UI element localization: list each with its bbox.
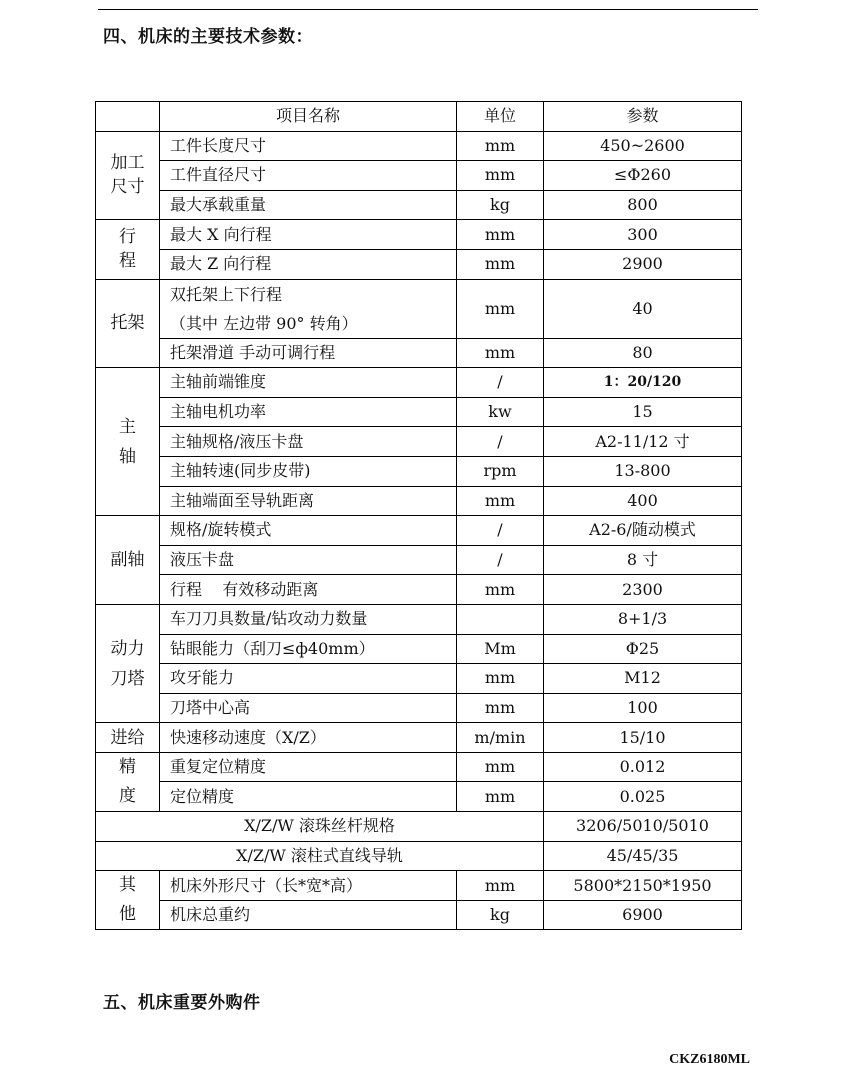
row-unit: rpm (457, 456, 544, 486)
row-item: 最大 Z 向行程 (160, 249, 457, 279)
row-item: 工件直径尺寸 (160, 161, 457, 191)
group-spindle: 主 轴 (96, 368, 160, 516)
group-processing-size: 加工 尺寸 (96, 131, 160, 220)
row-item: 车刀刀具数量/钻攻动力数量 (160, 604, 457, 634)
row-param: 8 寸 (544, 545, 742, 575)
row-item: 主轴规格/液压卡盘 (160, 427, 457, 457)
table-row (96, 634, 742, 664)
row-unit: / (457, 516, 544, 546)
table-row (96, 812, 742, 842)
row-param: 15/10 (544, 723, 742, 753)
table-row (96, 516, 742, 546)
row-unit: / (457, 545, 544, 575)
row-item: 刀塔中心高 (160, 693, 457, 723)
section-4-title: 四、机床的主要技术参数： (103, 27, 313, 47)
row-item: 机床外形尺寸（长*宽*高） (160, 871, 457, 901)
row-param: 0.025 (544, 782, 742, 812)
row-param: M12 (544, 664, 742, 694)
group-other: 其 他 (96, 871, 160, 930)
table-row (96, 900, 742, 930)
table-row (96, 249, 742, 279)
row-param: ≤Φ260 (544, 161, 742, 191)
row-unit: mm (457, 575, 544, 605)
row-param: A2-6/随动模式 (544, 516, 742, 546)
table-row (96, 871, 742, 901)
row-item: 定位精度 (160, 782, 457, 812)
group-precision: 精 度 (96, 752, 160, 811)
header-param: 参数 (544, 102, 742, 132)
row-item: 主轴前端锥度 (160, 368, 457, 398)
table-row (96, 545, 742, 575)
row-item: 最大 X 向行程 (160, 220, 457, 250)
row-param: 300 (544, 220, 742, 250)
row-unit: Mm (457, 634, 544, 664)
row-param: 400 (544, 486, 742, 516)
row-param: 800 (544, 190, 742, 220)
top-rule (98, 9, 758, 10)
table-row (96, 368, 742, 398)
table-row (96, 131, 742, 161)
row-item-span: X/Z/W 滚柱式直线导轨 (96, 841, 544, 871)
row-item: 双托架上下行程 （其中 左边带 90° 转角） (160, 279, 457, 338)
row-item: 重复定位精度 (160, 752, 457, 782)
row-item: 最大承载重量 (160, 190, 457, 220)
footer-model-code: CKZ6180ML (669, 1052, 750, 1067)
row-param: 15 (544, 397, 742, 427)
row-item-span: X/Z/W 滚珠丝杆规格 (96, 812, 544, 842)
row-param: 2900 (544, 249, 742, 279)
row-unit: m/min (457, 723, 544, 753)
group-rest: 托架 (96, 279, 160, 368)
table-row (96, 190, 742, 220)
table-row (96, 604, 742, 634)
row-param: 0.012 (544, 752, 742, 782)
row-param: 80 (544, 338, 742, 368)
row-item: 主轴电机功率 (160, 397, 457, 427)
row-param: 5800*2150*1950 (544, 871, 742, 901)
row-unit: mm (457, 279, 544, 338)
row-param: 8+1/3 (544, 604, 742, 634)
table-row (96, 664, 742, 694)
table-row (96, 841, 742, 871)
header-item: 项目名称 (160, 102, 457, 132)
spec-table (95, 101, 742, 930)
row-item: 攻牙能力 (160, 664, 457, 694)
table-row (96, 161, 742, 191)
row-item: 主轴端面至导轨距离 (160, 486, 457, 516)
header-blank (96, 102, 160, 132)
row-param: 13-800 (544, 456, 742, 486)
row-item: 液压卡盘 (160, 545, 457, 575)
row-unit: mm (457, 486, 544, 516)
table-row (96, 575, 742, 605)
row-unit: kg (457, 190, 544, 220)
row-item: 机床总重约 (160, 900, 457, 930)
row-unit: / (457, 427, 544, 457)
table-row (96, 486, 742, 516)
section-5-title: 五、机床重要外购件 (103, 993, 261, 1013)
row-param: 45/45/35 (544, 841, 742, 871)
table-row (96, 782, 742, 812)
row-item: 快速移动速度（X/Z） (160, 723, 457, 753)
table-row (96, 397, 742, 427)
row-item: 主轴转速(同步皮带) (160, 456, 457, 486)
row-item: 行程 有效移动距离 (160, 575, 457, 605)
row-param: 6900 (544, 900, 742, 930)
row-param: 450~2600 (544, 131, 742, 161)
table-row (96, 723, 742, 753)
row-unit (457, 604, 544, 634)
row-unit: mm (457, 871, 544, 901)
row-item: 工件长度尺寸 (160, 131, 457, 161)
header-unit: 单位 (457, 102, 544, 132)
table-row (96, 456, 742, 486)
table-row (96, 220, 742, 250)
row-unit: / (457, 368, 544, 398)
row-item: 钻眼能力（刮刀≤ф40mm） (160, 634, 457, 664)
row-unit: kg (457, 900, 544, 930)
table-row (96, 693, 742, 723)
table-header-row (96, 102, 742, 132)
row-unit: kw (457, 397, 544, 427)
row-param: 2300 (544, 575, 742, 605)
row-unit: mm (457, 131, 544, 161)
table-row (96, 279, 742, 338)
row-item: 规格/旋转模式 (160, 516, 457, 546)
row-unit: mm (457, 752, 544, 782)
row-unit: mm (457, 338, 544, 368)
row-unit: mm (457, 220, 544, 250)
group-power-turret: 动力 刀塔 (96, 604, 160, 722)
row-param: A2-11/12 寸 (544, 427, 742, 457)
row-unit: mm (457, 782, 544, 812)
row-item: 托架滑道 手动可调行程 (160, 338, 457, 368)
row-param: Φ25 (544, 634, 742, 664)
row-param: 3206/5010/5010 (544, 812, 742, 842)
row-unit: mm (457, 664, 544, 694)
row-unit: mm (457, 249, 544, 279)
row-param: 100 (544, 693, 742, 723)
group-feed: 进给 (96, 723, 160, 753)
group-travel: 行 程 (96, 220, 160, 279)
table-row (96, 752, 742, 782)
table-row (96, 338, 742, 368)
row-param: 40 (544, 279, 742, 338)
table-row (96, 427, 742, 457)
row-param: 1：20/120 (544, 368, 742, 398)
group-sub-spindle: 副轴 (96, 516, 160, 605)
row-unit: mm (457, 693, 544, 723)
row-unit: mm (457, 161, 544, 191)
